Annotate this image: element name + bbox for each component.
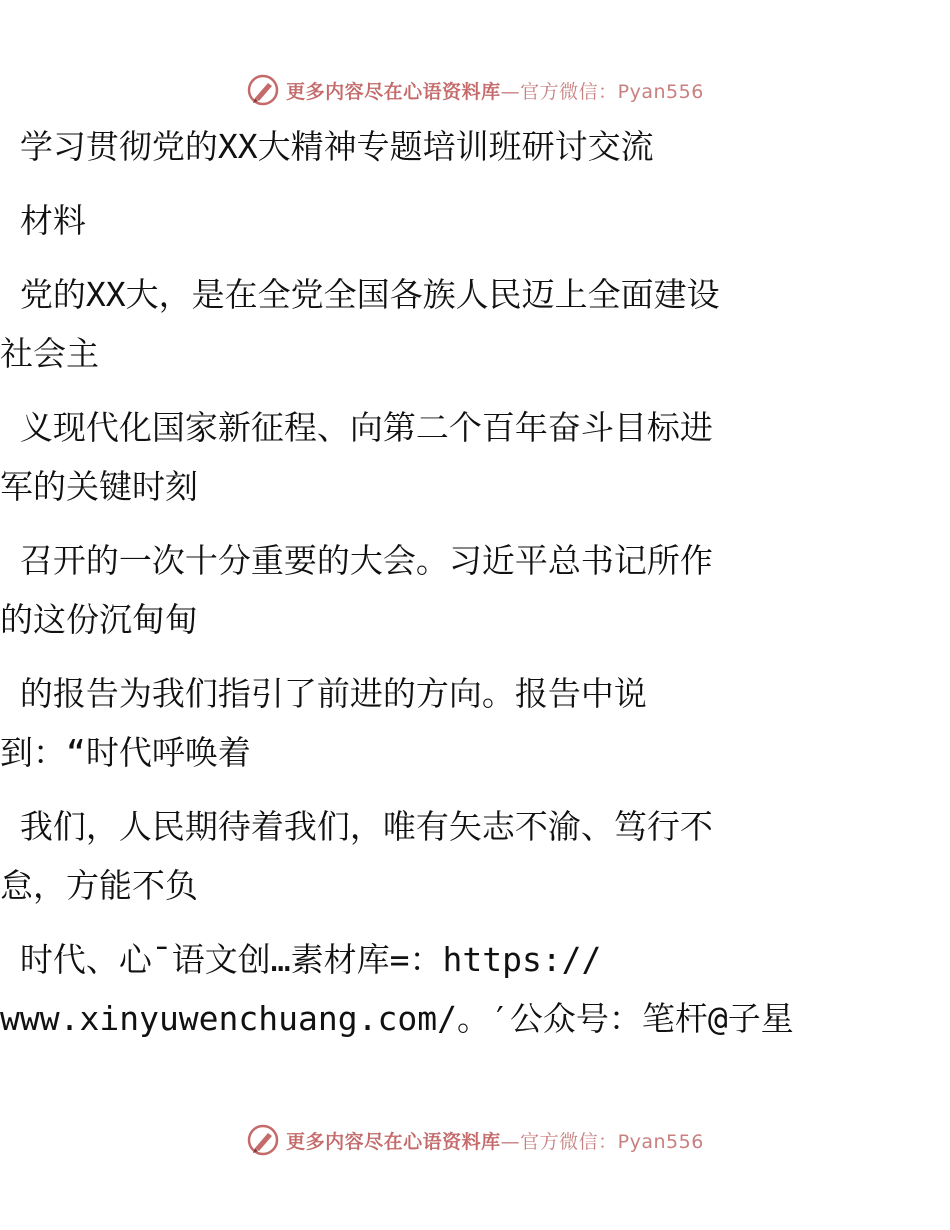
doc-line-12: 怠，方能不负 [0,866,198,905]
banner-wechat-text: 官方微信：Pyan556 [520,1130,704,1153]
header-banner-content [246,73,704,107]
pen-logo-icon [246,73,280,107]
footer-banner-text [286,1127,704,1154]
banner-dash: — [500,80,521,103]
header-banner-text [286,77,704,104]
pen-logo-icon [246,1123,280,1157]
doc-line-9: 的报告为我们指引了前进的方向。报告中说 [0,674,647,713]
doc-line-5: 义现代化国家新征程、向第二个百年奋斗目标进 [0,408,713,447]
banner-dash: — [500,1130,521,1153]
footer-banner [0,1120,950,1160]
banner-main-text: 更多内容尽在心语资料库 [286,80,501,103]
doc-line-2: 材料 [0,201,86,240]
doc-line-1: 学习贯彻党的XX大精神专题培训班研讨交流 [0,127,654,166]
doc-line-11: 我们，人民期待着我们，唯有矢志不渝、笃行不 [0,807,713,846]
doc-line-13: 时代、心¯语文创…素材库=：https:// [0,940,602,979]
doc-line-6: 军的关键时刻 [0,467,198,506]
header-banner [0,70,950,110]
doc-line-4: 社会主 [0,334,99,373]
doc-line-3: 党的XX大，是在全党全国各族人民迈上全面建设 [0,275,720,314]
banner-main-text: 更多内容尽在心语资料库 [286,1130,501,1153]
doc-line-10: 到：“时代呼唤着 [0,733,251,772]
footer-banner-content [246,1123,704,1157]
doc-line-8: 的这份沉甸甸 [0,600,198,639]
doc-line-7: 召开的一次十分重要的大会。习近平总书记所作 [0,541,713,580]
banner-wechat-text: 官方微信：Pyan556 [520,80,704,103]
doc-line-14: www.xinyuwenchuang.com/。′公众号：笔杆@子星 [0,999,794,1038]
